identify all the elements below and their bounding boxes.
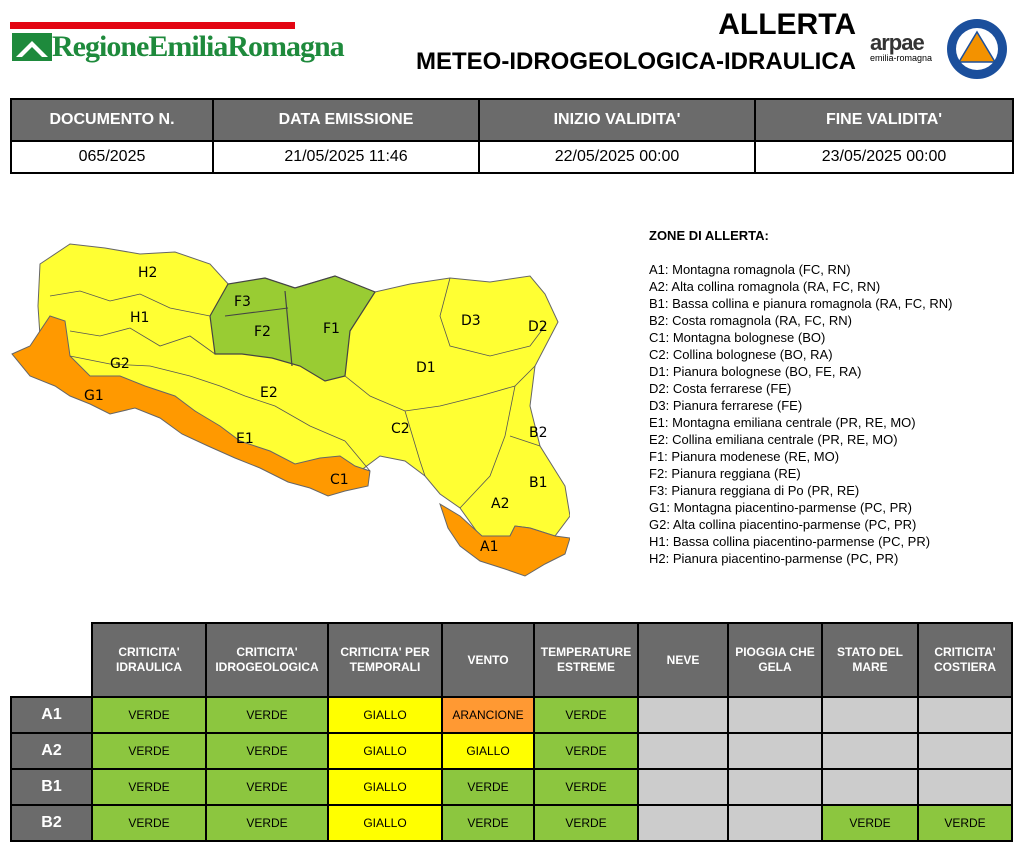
table-row [11, 769, 1012, 805]
map-label-f1: F1 [323, 321, 340, 337]
status-cell: VERDE [442, 769, 534, 805]
zone-item: A2: Alta collina romagnola (RA, FC, RN) [649, 279, 881, 294]
zone-item: E2: Collina emiliana centrale (PR, RE, MO) [649, 432, 898, 447]
status-cell [918, 769, 1012, 805]
alert-status-table [10, 622, 1013, 842]
status-cell [918, 733, 1012, 769]
status-cell: GIALLO [442, 733, 534, 769]
map-label-a1: A1 [480, 539, 499, 555]
zone-item: B1: Bassa collina e pianura romagnola (RA, FC, RN) [649, 296, 953, 311]
zone-item: G1: Montagna piacentino-parmense (PC, PR) [649, 500, 913, 515]
col-header-wind: VENTO [442, 623, 534, 697]
status-cell [822, 697, 918, 733]
zone-item: F2: Pianura reggiana (RE) [649, 466, 801, 481]
col-header-hydraulic: CRITICITA' IDRAULICA [92, 623, 206, 697]
col-header-thunderstorms: CRITICITA' PER TEMPORALI [328, 623, 442, 697]
status-cell: VERDE [206, 697, 328, 733]
region-logo [10, 22, 344, 64]
zone-item: B2: Costa romagnola (RA, FC, RN) [649, 313, 853, 328]
status-cell: VERDE [534, 769, 638, 805]
status-cell: VERDE [92, 697, 206, 733]
page-subtitle: METEO-IDROGEOLOGICA-IDRAULICA [416, 48, 856, 75]
zone-item: H1: Bassa collina piacentino-parmense (PC, PR) [649, 534, 931, 549]
map-label-g1: G1 [84, 388, 104, 404]
col-header-coastal: CRITICITA' COSTIERA [918, 623, 1012, 697]
map-label-e1: E1 [236, 431, 254, 447]
page-title: ALLERTA [718, 8, 856, 41]
alert-zones-map [10, 236, 570, 581]
col-header-temperature: TEMPERATURE ESTREME [534, 623, 638, 697]
row-zone: A1 [11, 697, 92, 733]
status-cell: VERDE [92, 805, 206, 841]
status-cell [638, 769, 728, 805]
zone-item: F3: Pianura reggiana di Po (PR, RE) [649, 483, 860, 498]
status-cell: VERDE [534, 697, 638, 733]
zone-item: H2: Pianura piacentino-parmense (PC, PR) [649, 551, 899, 566]
status-cell: VERDE [206, 769, 328, 805]
civil-protection-logo-icon [946, 18, 1008, 80]
status-cell: VERDE [92, 733, 206, 769]
status-cell [638, 697, 728, 733]
status-cell [728, 805, 822, 841]
document-info-table [10, 98, 1014, 174]
arpae-subtitle: emilia-romagna [870, 53, 933, 63]
status-cell [918, 697, 1012, 733]
map-label-b2: B2 [529, 425, 548, 441]
zone-item: E1: Montagna emiliana centrale (PR, RE, MO) [649, 415, 916, 430]
status-cell: VERDE [206, 805, 328, 841]
region-name: RegioneEmiliaRomagna [52, 30, 344, 63]
doc-number: 065/2025 [11, 141, 213, 173]
col-header-sea-state: STATO DEL MARE [822, 623, 918, 697]
zone-item: C2: Collina bolognese (BO, RA) [649, 347, 833, 362]
region-flag-icon [12, 33, 52, 61]
zone-item: G2: Alta collina piacentino-parmense (PC, PR) [649, 517, 917, 532]
map-label-c1: C1 [330, 472, 349, 488]
map-label-g2: G2 [110, 356, 130, 372]
status-cell: GIALLO [328, 769, 442, 805]
map-label-h1: H1 [130, 310, 150, 326]
status-cell [638, 805, 728, 841]
status-cell: VERDE [822, 805, 918, 841]
map-label-d1: D1 [416, 360, 436, 376]
map-label-c2: C2 [391, 421, 410, 437]
zone-item: D3: Pianura ferrarese (FE) [649, 398, 803, 413]
status-cell: GIALLO [328, 697, 442, 733]
doc-issue-date: 21/05/2025 11:46 [213, 141, 479, 173]
map-label-f3: F3 [234, 294, 251, 310]
status-cell [728, 733, 822, 769]
doc-header-issue-date: DATA EMISSIONE [213, 99, 479, 141]
status-cell: VERDE [92, 769, 206, 805]
col-header-freezing-rain: PIOGGIA CHE GELA [728, 623, 822, 697]
col-header-snow: NEVE [638, 623, 728, 697]
row-zone: B1 [11, 769, 92, 805]
status-cell: VERDE [534, 733, 638, 769]
status-cell: GIALLO [328, 733, 442, 769]
zones-title: ZONE DI ALLERTA: [649, 228, 769, 243]
status-cell [728, 769, 822, 805]
zones-list [649, 261, 952, 567]
row-zone: B2 [11, 805, 92, 841]
status-cell: VERDE [534, 805, 638, 841]
status-cell [638, 733, 728, 769]
status-cell [728, 697, 822, 733]
status-cell: VERDE [918, 805, 1012, 841]
zone-item: C1: Montagna bolognese (BO) [649, 330, 826, 345]
status-cell [822, 733, 918, 769]
map-label-d2: D2 [528, 319, 548, 335]
doc-valid-from: 22/05/2025 00:00 [479, 141, 755, 173]
doc-header-number: DOCUMENTO N. [11, 99, 213, 141]
zone-item: D2: Costa ferrarese (FE) [649, 381, 792, 396]
map-label-d3: D3 [461, 313, 481, 329]
zone-item: A1: Montagna romagnola (FC, RN) [649, 262, 851, 277]
map-label-h2: H2 [138, 265, 158, 281]
map-label-b1: B1 [529, 475, 548, 491]
zone-item: F1: Pianura modenese (RE, MO) [649, 449, 840, 464]
status-corner [11, 623, 92, 697]
doc-header-valid-from: INIZIO VALIDITA' [479, 99, 755, 141]
status-cell: VERDE [442, 805, 534, 841]
logo-red-bar [10, 22, 295, 29]
status-cell: ARANCIONE [442, 697, 534, 733]
table-row [11, 805, 1012, 841]
doc-valid-to: 23/05/2025 00:00 [755, 141, 1013, 173]
map-label-f2: F2 [254, 324, 271, 340]
zone-item: D1: Pianura bolognese (BO, FE, RA) [649, 364, 862, 379]
map-label-a2: A2 [491, 496, 510, 512]
table-row [11, 733, 1012, 769]
map-label-e2: E2 [260, 385, 278, 401]
status-cell: VERDE [206, 733, 328, 769]
row-zone: A2 [11, 733, 92, 769]
doc-header-valid-to: FINE VALIDITA' [755, 99, 1013, 141]
status-cell [822, 769, 918, 805]
arpae-name: arpae [870, 30, 924, 55]
col-header-hydrogeological: CRITICITA' IDROGEOLOGICA [206, 623, 328, 697]
status-cell: GIALLO [328, 805, 442, 841]
arpae-logo [870, 30, 940, 70]
table-row [11, 697, 1012, 733]
